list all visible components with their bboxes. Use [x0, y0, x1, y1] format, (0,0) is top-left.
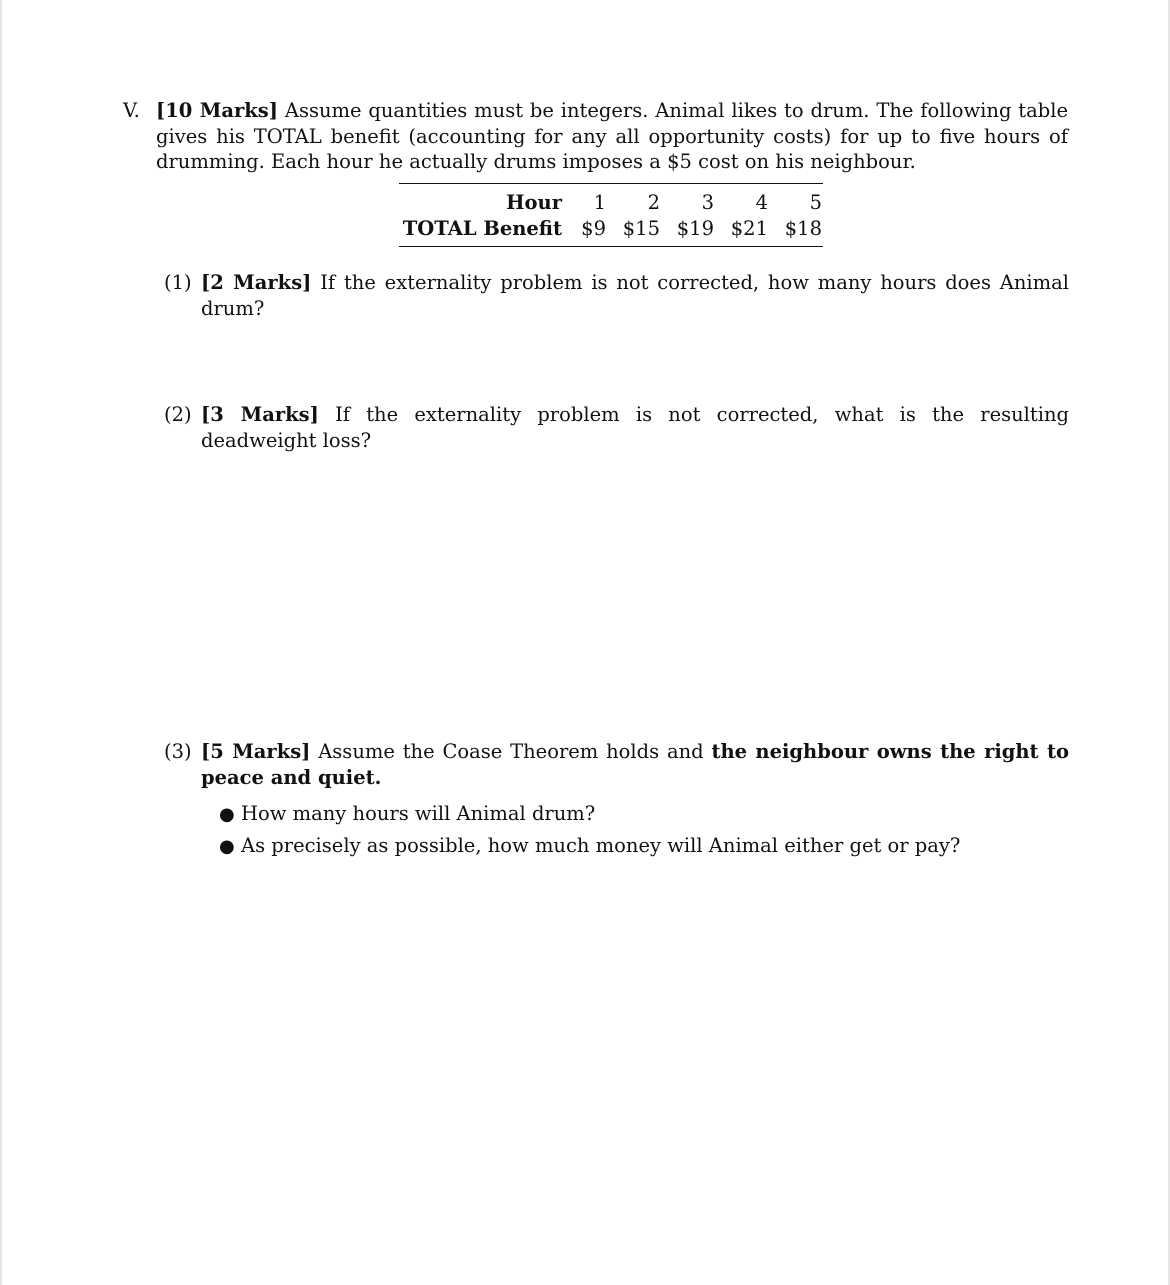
table-cell-hour-1: 1 [593, 191, 606, 214]
page-edge-left [0, 0, 2, 1285]
table-cell-hour-5: 5 [809, 191, 822, 214]
table-row-hours [399, 190, 823, 216]
bullet-icon: ● [219, 836, 235, 857]
subquestion-text: Assume the Coase Theorem holds and [318, 740, 704, 763]
table-cell-hour-3: 3 [701, 191, 714, 214]
subquestion-marks: [5 Marks] [201, 740, 311, 763]
table-label-total-benefit: TOTAL Benefit [402, 217, 562, 240]
bullet-icon: ● [219, 804, 235, 825]
question-marks: [10 Marks] [156, 99, 279, 122]
list-item-text: How many hours will Animal drum? [241, 802, 596, 825]
subquestion-number: (3) [164, 740, 192, 763]
list-item [219, 798, 960, 830]
benefit-table [399, 183, 823, 247]
subquestion-text: If the externality problem is not corrected, how many hours does Animal drum? [201, 271, 1070, 320]
table-cell-hour-2: 2 [647, 191, 660, 214]
subquestion-number: (2) [164, 403, 192, 426]
question-v [123, 98, 1068, 175]
subquestion-marks: [2 Marks] [201, 271, 312, 294]
table-cell-benefit-5: $18 [784, 217, 822, 240]
subquestion-marks: [3 Marks] [201, 403, 319, 426]
subquestion-3 [164, 739, 1069, 791]
table-cell-benefit-1: $9 [581, 217, 606, 240]
table-row-benefits [399, 216, 823, 242]
table-cell-benefit-3: $19 [676, 217, 714, 240]
list-item-text: As precisely as possible, how much money will Animal either get or pay? [241, 834, 961, 857]
subquestion-3-bullets [219, 798, 960, 862]
list-item [219, 830, 960, 862]
table-label-hour: Hour [506, 191, 562, 214]
question-body [156, 98, 1068, 175]
subquestion-1 [164, 270, 1069, 322]
table-cell-benefit-2: $15 [622, 217, 660, 240]
question-number: V. [123, 99, 140, 122]
subquestion-emphasis: the neighbour owns the right to peace and quiet. [201, 740, 1069, 789]
question-text: Assume quantities must be integers. Animal likes to drum. The following table gives his TOTAL benefit (accounting for any all opportunity costs) for up to five hours of drumming. Each hour he actually drums imposes a $5 cost on his neighbour. [156, 99, 1068, 173]
subquestion-number: (1) [164, 271, 192, 294]
subquestion-2 [164, 402, 1069, 454]
table-cell-hour-4: 4 [755, 191, 768, 214]
table-cell-benefit-4: $21 [730, 217, 768, 240]
subquestion-text: If the externality problem is not corrected, what is the resulting deadweight loss? [201, 403, 1070, 452]
